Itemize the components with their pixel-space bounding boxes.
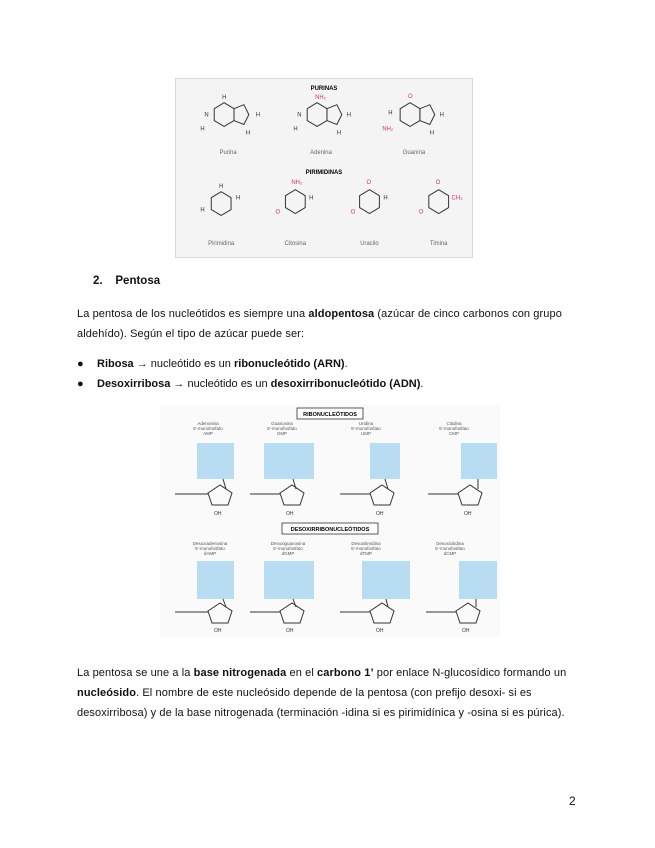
bullet-dot: ● [77, 378, 84, 390]
svg-text:5'-monofosfato: 5'-monofosfato [267, 426, 297, 431]
svg-text:GMP: GMP [276, 431, 288, 436]
svg-text:Guanosina: Guanosina [271, 421, 293, 426]
svg-text:5'-monofosfato: 5'-monofosfato [439, 426, 469, 431]
section-heading [93, 275, 160, 287]
svg-text:H: H [235, 195, 241, 202]
svg-text:dCMP: dCMP [443, 551, 457, 556]
svg-text:Uridina: Uridina [358, 421, 374, 426]
bullet-ribosa: ● Ribosa → nucleótido es un ribonucleótido (ARN). [77, 358, 348, 370]
svg-text:Desoxicitidina: Desoxicitidina [436, 541, 464, 546]
svg-text:H: H [429, 130, 435, 137]
label-uracilo: Uracilo [360, 241, 379, 248]
svg-text:H: H [200, 207, 205, 214]
svg-text:NH₂: NH₂ [315, 94, 326, 101]
svg-text:H: H [293, 126, 298, 133]
svg-text:OH: OH [214, 511, 222, 517]
bullet-dot: ● [77, 358, 84, 370]
svg-text:CMP: CMP [449, 431, 459, 436]
term-nucleosido: nucleósido [77, 687, 137, 699]
svg-text:H: H [219, 183, 224, 190]
label-citosina: Citosina [284, 241, 307, 248]
svg-text:OH: OH [462, 628, 470, 634]
bases-diagram [176, 79, 472, 257]
bullet-desoxirribosa: ● Desoxirribosa → nucleótido es un desoxirribonucleótido (ADN). [77, 378, 424, 390]
svg-text:OH: OH [376, 628, 384, 634]
section-number: 2. [93, 275, 103, 287]
svg-text:NH₂: NH₂ [382, 126, 394, 133]
svg-text:O: O [350, 209, 356, 216]
paragraph-pentosa: La pentosa de los nucleótidos es siempre una aldopentosa (azúcar de cinco carbonos con grupo aldehído). Según el tipo de azúcar puede ser: [77, 308, 562, 340]
svg-text:UMP: UMP [361, 431, 371, 436]
ribo-header: RIBONUCLEÓTIDOS [303, 412, 357, 418]
svg-text:OH: OH [286, 511, 294, 517]
svg-text:AMP: AMP [203, 431, 213, 436]
svg-text:5'-monofosfato: 5'-monofosfato [435, 546, 465, 551]
term-aldopentosa: aldopentosa [308, 308, 375, 320]
svg-text:H: H [439, 112, 444, 119]
deoxy-header: DESOXIRRIBONUCLEÓTIDOS [290, 527, 370, 533]
svg-text:CH₃: CH₃ [451, 195, 463, 202]
svg-text:Citidina: Citidina [446, 421, 462, 426]
svg-text:H: H [388, 110, 393, 117]
svg-text:O: O [275, 209, 281, 216]
svg-text:OH: OH [464, 511, 472, 517]
section-title: Pentosa [115, 275, 161, 287]
svg-text:H: H [255, 112, 261, 119]
svg-text:dTMP: dTMP [359, 551, 373, 556]
svg-text:5'-monofosfato: 5'-monofosfato [351, 426, 381, 431]
svg-text:Desoxitimidina: Desoxitimidina [351, 541, 381, 546]
svg-text:O: O [418, 209, 424, 216]
nucleotides-diagram [160, 405, 500, 637]
term-base-nitrogenada: base nitrogenada [193, 667, 287, 679]
svg-text:5'-monofosfato: 5'-monofosfato [195, 546, 225, 551]
label-pirimidina: Pirimidina [208, 241, 235, 248]
figure-nucleotides [160, 405, 500, 637]
svg-text:H: H [309, 195, 314, 202]
svg-text:Adenosina: Adenosina [197, 421, 219, 426]
svg-text:H: H [383, 195, 388, 202]
svg-text:Desoxiguanosina: Desoxiguanosina [270, 541, 306, 546]
svg-text:NH₂: NH₂ [291, 179, 303, 186]
svg-text:OH: OH [376, 511, 384, 517]
svg-text:5'-monofosfato: 5'-monofosfato [351, 546, 381, 551]
term-carbono-1: carbono 1’ [317, 667, 374, 679]
svg-text:H: H [222, 94, 227, 101]
svg-text:dAMP: dAMP [203, 551, 217, 556]
svg-text:H: H [346, 112, 352, 119]
svg-text:H: H [200, 126, 205, 133]
svg-text:OH: OH [286, 628, 294, 634]
svg-text:O: O [366, 179, 372, 186]
label-guanina: Guanina [402, 150, 426, 157]
svg-text:O: O [435, 179, 441, 186]
svg-text:5'-monofosfato: 5'-monofosfato [273, 546, 303, 551]
svg-text:H: H [336, 130, 342, 137]
paragraph-nucleosido: La pentosa se une a la base nitrogenada en el carbono 1’ por enlace N-glucosídico formando un nucleósido. El nombre de este nucleósido depende de la pentosa (con prefijo desoxi- si es desoxirribosa) y de la base nitrogenada (terminación -idina si es pirimidínica y -osina si es púrica). [77, 667, 567, 719]
svg-text:OH: OH [214, 628, 222, 634]
label-purina: Purina [219, 150, 237, 157]
page-number: 2 [569, 794, 576, 808]
svg-text:O: O [408, 93, 413, 100]
label-adenina: Adenina [310, 150, 332, 157]
svg-text:dGMP: dGMP [281, 551, 295, 556]
svg-text:N: N [204, 112, 209, 119]
svg-text:5'-monofosfato: 5'-monofosfato [193, 426, 223, 431]
pyrimidines-heading: PIRIMIDINAS [305, 169, 343, 176]
label-timina: Timina [429, 241, 448, 248]
svg-text:Desoxiadenosina: Desoxiadenosina [192, 541, 228, 546]
svg-text:N: N [297, 112, 302, 119]
svg-text:H: H [245, 130, 251, 137]
purines-heading: PURINAS [310, 85, 338, 92]
figure-nitrogenous-bases [175, 78, 473, 258]
